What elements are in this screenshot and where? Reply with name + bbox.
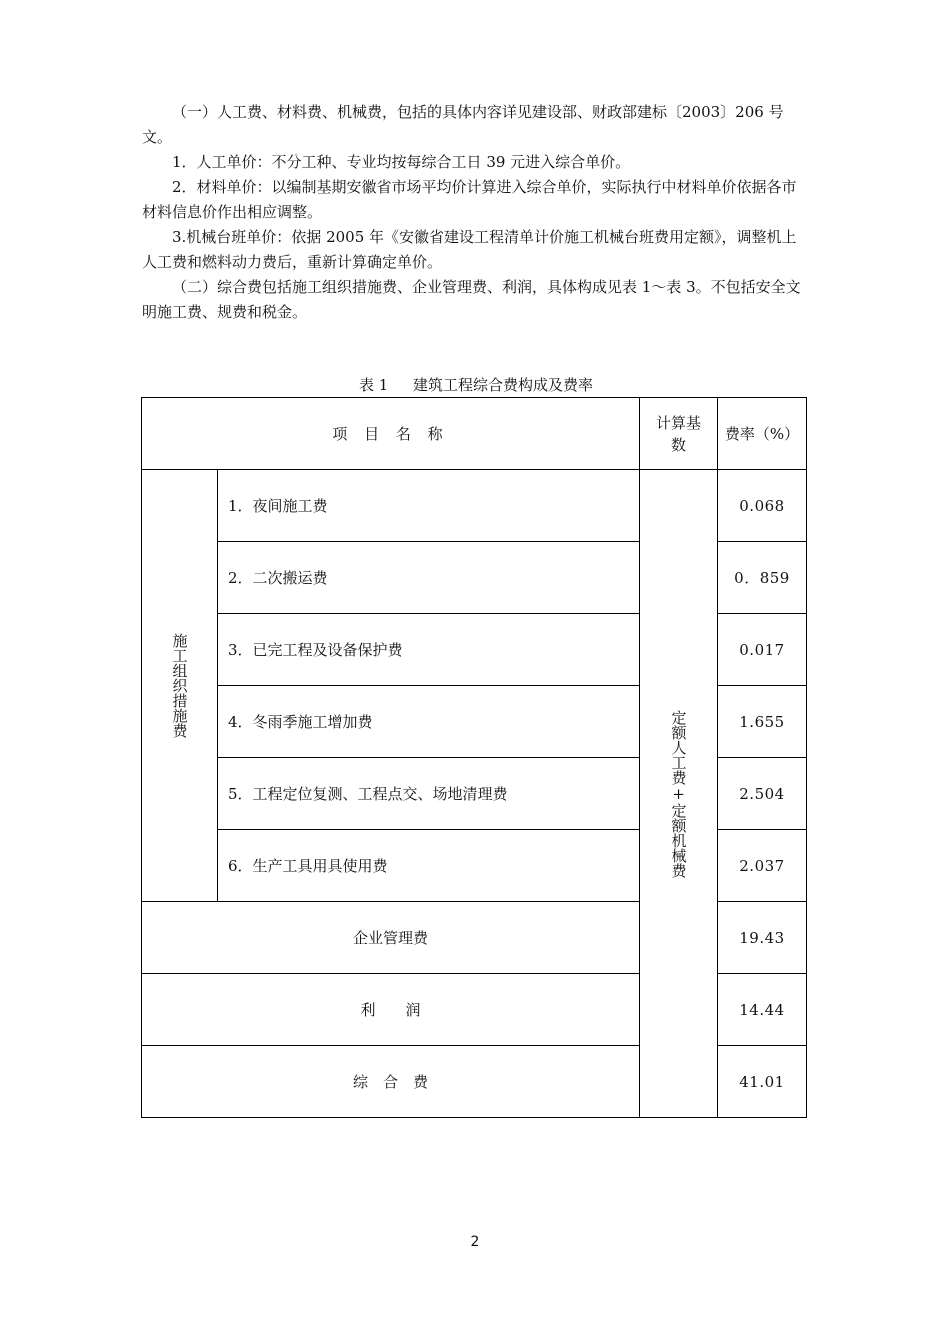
row-name: 1．夜间施工费 <box>218 470 640 542</box>
header-item-name: 项 目 名 称 <box>142 398 640 470</box>
header-base: 计算基数 <box>640 398 718 470</box>
summary-rate: 19.43 <box>718 902 807 974</box>
paragraph-labor-material-machine: （一）人工费、材料费、机械费，包括的具体内容详见建设部、财政部建标〔2003〕206 号文。 <box>142 103 784 146</box>
base-value: 定额人工费+定额机械费 <box>669 709 688 878</box>
table-caption <box>142 375 810 395</box>
row-rate: 2.504 <box>718 758 807 830</box>
table-row <box>142 470 807 542</box>
row-rate: 0.068 <box>718 470 807 542</box>
header-rate: 费率（%） <box>718 398 807 470</box>
table-number: 表 1 <box>358 376 389 394</box>
group-label-cell <box>142 470 218 902</box>
row-name: 4．冬雨季施工增加费 <box>218 686 640 758</box>
row-name: 6．生产工具用具使用费 <box>218 830 640 902</box>
paragraph-comprehensive-fee: （二）综合费包括施工组织措施费、企业管理费、利润，具体构成见表 1～表 3。不包括安全文明施工费、规费和税金。 <box>142 278 801 321</box>
row-rate: 2.037 <box>718 830 807 902</box>
page-number: 2 <box>470 1234 480 1250</box>
paragraph-material-price: 2．材料单价：以编制基期安徽省市场平均价计算进入综合单价，实际执行中材料单价依据各市材料信息价作出相应调整。 <box>142 178 797 221</box>
table-title: 建筑工程综合费构成及费率 <box>413 376 594 394</box>
summary-rate: 14.44 <box>718 974 807 1046</box>
row-rate: 1.655 <box>718 686 807 758</box>
row-name: 5．工程定位复测、工程点交、场地清理费 <box>218 758 640 830</box>
summary-rate: 41.01 <box>718 1046 807 1118</box>
row-name: 3．已完工程及设备保护费 <box>218 614 640 686</box>
table-header-row <box>142 398 807 470</box>
row-rate: 0．859 <box>718 542 807 614</box>
summary-name: 企业管理费 <box>142 902 640 974</box>
row-name: 2．二次搬运费 <box>218 542 640 614</box>
fee-table <box>141 397 807 1118</box>
summary-name: 利 润 <box>142 974 640 1046</box>
base-value-cell <box>640 470 718 1118</box>
summary-name: 综 合 费 <box>142 1046 640 1118</box>
group-label: 施工组织措施费 <box>170 633 189 738</box>
body-text <box>142 100 810 325</box>
paragraph-labor-price: 1．人工单价：不分工种、专业均按每综合工日 39 元进入综合单价。 <box>172 153 631 171</box>
paragraph-machine-price: 3.机械台班单价：依据 2005 年《安徽省建设工程清单计价施工机械台班费用定额》，调整机上人工费和燃料动力费后，重新计算确定单价。 <box>142 228 797 271</box>
row-rate: 0.017 <box>718 614 807 686</box>
